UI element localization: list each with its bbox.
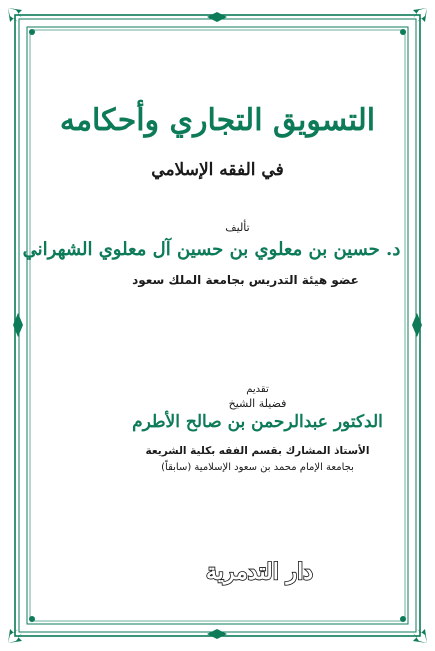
presenter-institution: بجامعة الإمام محمد بن سعود الإسلامية (سابقاً) bbox=[161, 462, 354, 473]
side-ornament-bottom bbox=[207, 629, 227, 639]
author-name: د. حسين بن معلوي بن حسين آل معلوي الشهراني bbox=[22, 239, 401, 260]
presented-by-label: تقديم bbox=[246, 384, 269, 395]
corner-ornament-top-right bbox=[400, 8, 427, 35]
presenter-name: الدكتور عبدالرحمن بن صالح الأطرم bbox=[132, 412, 383, 432]
book-subtitle: في الفقه الإسلامي bbox=[151, 160, 284, 180]
corner-ornament-bottom-right bbox=[400, 616, 427, 643]
side-ornament-top bbox=[207, 12, 227, 22]
corner-ornament-bottom-left bbox=[8, 616, 35, 643]
book-title: التسويق التجاري وأحكامه bbox=[59, 103, 376, 138]
presenter-honorific: فضيلة الشيخ bbox=[228, 397, 287, 410]
authored-by-label: تأليف bbox=[225, 221, 250, 234]
presenter-position: الأستاذ المشارك بقسم الفقه بكلية الشريعة bbox=[145, 445, 370, 457]
corner-ornament-top-left bbox=[8, 8, 35, 35]
author-affiliation: عضو هيئة التدريس بجامعة الملك سعود bbox=[132, 273, 359, 287]
publisher-logo: دار التدمرية bbox=[205, 559, 314, 585]
